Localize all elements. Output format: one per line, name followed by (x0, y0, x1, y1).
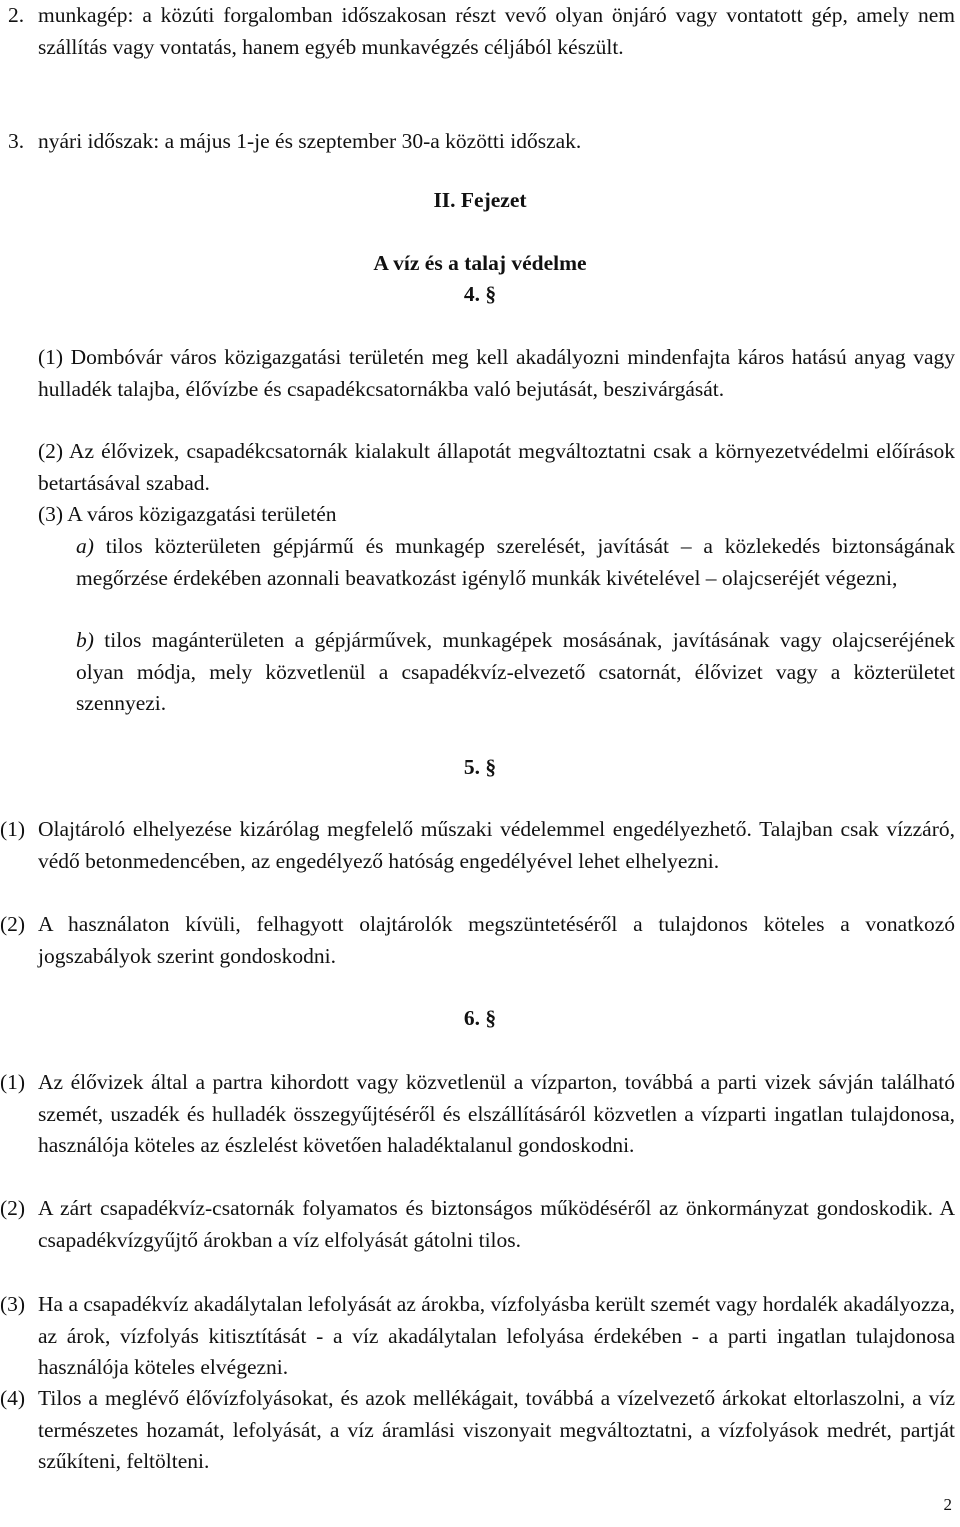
section-heading-5: 5. § (463, 755, 497, 779)
item-text: nyári időszak: a május 1-je és szeptember 30-a közötti időszak. (38, 129, 582, 153)
section6-paragraph-2 (0, 1193, 955, 1256)
paragraph-number: (4) (0, 1386, 26, 1410)
section5-paragraph-1 (0, 814, 955, 877)
section4-paragraph-3: (3) A város közigazgatási területén (38, 502, 337, 526)
section6-paragraph-3 (0, 1289, 955, 1384)
chapter-title: A víz és a talaj védelme (373, 251, 587, 275)
point-label: b) (76, 628, 94, 652)
paragraph-text: A használaton kívüli, felhagyott olajtárolók megszüntetéséről a tulajdonos köteles a vonatkozó jogszabályok szerint gondoskodni. (38, 912, 955, 968)
point-label: a) (76, 534, 94, 558)
section4-paragraph-2: (2) Az élővizek, csapadékcsatornák kialakult állapotát megváltoztatni csak a környezetvédelmi előírások betartásával szabad. (38, 439, 955, 495)
paragraph-number: (1) (0, 817, 26, 841)
section-heading-6: 6. § (463, 1006, 497, 1030)
paragraph-number: (2) (0, 1196, 26, 1220)
section4-point-b (76, 625, 955, 720)
section4-point-a (76, 531, 955, 594)
item-number: 3. (8, 129, 25, 153)
paragraph-text: Olajtároló elhelyezése kizárólag megfelelő műszaki védelemmel engedélyezhető. Talajban csak vízzáró, védő betonmedencében, az engedélyező hatóság engedélyével lehet elhelyezni. (38, 817, 955, 873)
item-number: 2. (8, 3, 25, 27)
item-text: munkagép: a közúti forgalomban időszakosan részt vevő olyan önjáró vagy vontatott gép, amely nem szállítás vagy vontatás, hanem egyéb munkavégzés céljából készült. (38, 3, 955, 59)
definition-item-3 (8, 126, 955, 158)
paragraph-text: A zárt csapadékvíz-csatornák folyamatos és biztonságos működéséről az önkormányzat gondoskodik. A csapadékvízgyűjtő árokban a víz elfolyását gátolni tilos. (38, 1196, 955, 1252)
paragraph-text: Az élővizek által a partra kihordott vagy közvetlenül a vízparton, továbbá a parti vizek sávján található szemét, uszadék és hulladék összegyűjtéséről és elszállításáról közvetlen a vízparti ingatlan tulajdonosa, használója köteles az észlelést követően haladéktalanul gondoskodni. (38, 1070, 955, 1157)
section6-paragraph-4 (0, 1383, 955, 1478)
page-number: 2 (943, 1495, 952, 1514)
point-text: tilos közterületen gépjármű és munkagép szerelését, javítását – a közlekedés biztonságának megőrzése érdekében azonnali beavatkozást igénylő munkák kivételével – olajcseréjét végezni, (76, 534, 955, 590)
section5-paragraph-2 (0, 909, 955, 972)
definition-item-2 (8, 0, 955, 63)
chapter-number: II. Fejezet (433, 188, 527, 212)
point-text: tilos magánterületen a gépjárművek, munkagépek mosásának, javításának vagy olajcseréjének olyan módja, mely közvetlenül a csapadékvíz-elvezető csatornát, élővizet vagy a közterületet szennyezi. (76, 628, 955, 715)
section4-paragraph-1: (1) Dombóvár város közigazgatási területén meg kell akadályozni mindenfajta káros hatású anyag vagy hulladék talajba, élővízbe és csapadékcsatornákba való bejutását, beszivárgását. (38, 345, 955, 401)
paragraph-text: Tilos a meglévő élővízfolyásokat, és azok mellékágait, továbbá a vízelvezető árkokat eltorlaszolni, a víz természetes hozamát, lefolyását, a víz áramlási viszonyait megváltoztatni, a vízfolyások medrét, partját szűkíteni, feltölteni. (38, 1386, 955, 1473)
paragraph-number: (3) (0, 1292, 26, 1316)
section6-paragraph-1 (0, 1067, 955, 1162)
paragraph-text: Ha a csapadékvíz akadálytalan lefolyását az árokba, vízfolyásba került szemét vagy hordalék akadályozza, az árok, vízfolyás kitisztítását - a víz akadálytalan lefolyása érdekében - a parti ingatlan tulajdonosa használója köteles elvégezni. (38, 1292, 955, 1379)
section-heading-4: 4. § (463, 282, 497, 306)
paragraph-number: (2) (0, 912, 26, 936)
paragraph-number: (1) (0, 1070, 26, 1094)
